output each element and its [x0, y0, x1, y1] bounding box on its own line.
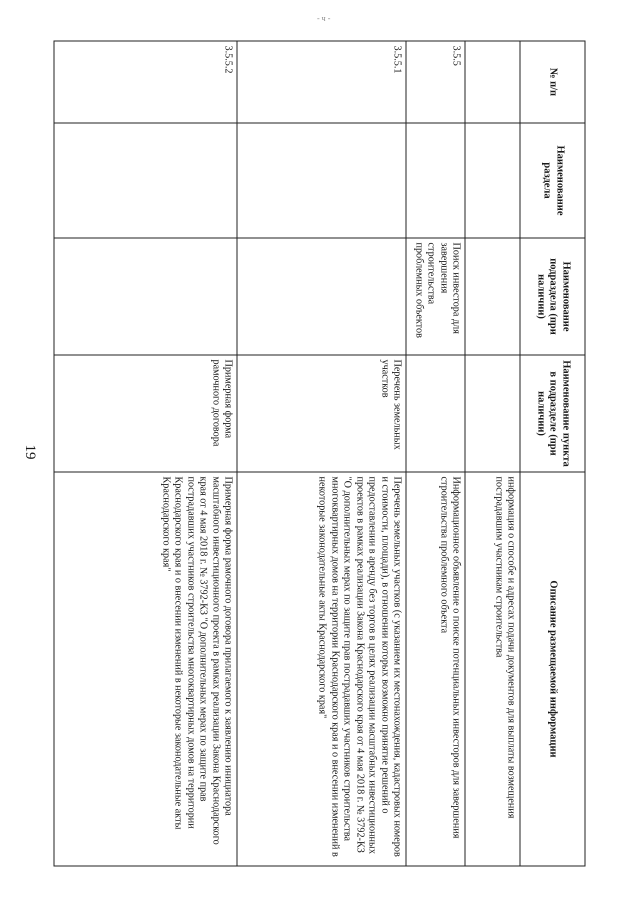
table-row: [465, 41, 520, 866]
cell-number: 3.5.5: [406, 41, 465, 123]
cell-section: [237, 123, 406, 238]
cell-subsection: [237, 238, 406, 355]
table-row: [406, 41, 465, 866]
cell-section: [406, 123, 465, 238]
cell-section: [465, 123, 520, 238]
header-section: Наименование раздела: [520, 123, 585, 238]
cell-section: [54, 123, 237, 238]
cell-subsection: [465, 238, 520, 355]
header-number: № п/п: [520, 41, 585, 123]
cell-item: [406, 355, 465, 472]
rotated-page-content: [54, 40, 585, 865]
cell-description: Перечень земельных участков (с указанием их местонахождения, кадастровых номеров и стоимости, площади), в отношении которых возможно принятие решений о предоставлении в аренду без торгов в целях реализации масштабных инвестиционных проектов в рамках реализации Закона Краснодарского края от 4 мая 2018 г. № 3792-КЗ "О дополнительных мерах по защите прав пострадавших участников строительства многоквартирных домов на территории Краснодарского края и о внесении изменений в некоторые законодательные акты Краснодарского края": [237, 472, 406, 866]
scan-mark: - ч -: [317, 14, 331, 23]
page-number: 19: [22, 444, 38, 460]
cell-description: Информационное объявление о поиске потенциальных инвесторов для завершения строительства проблемного объекта: [406, 472, 465, 866]
information-table: [53, 40, 585, 866]
cell-number: [465, 41, 520, 123]
table-header-row: [520, 41, 585, 866]
table-row: [237, 41, 406, 866]
cell-subsection: [54, 238, 237, 355]
header-description: Описание размещаемой информации: [520, 472, 585, 866]
cell-number: 3.5.5.2: [54, 41, 237, 123]
cell-number: 3.5.5.1: [237, 41, 406, 123]
table-row: [54, 41, 237, 866]
cell-description: Примерная форма рамочного договора прилагаемого к заявлению инициатора масштабного инвестиционного проекта в рамках реализации Закона Краснодарского края от 4 мая 2018 г. № 3792-КЗ "О дополнительных мерах по защите прав пострадавших участников строительства многоквартирных домов на территории Краснодарского края и о внесении изменений в некоторые законодательные акты Краснодарского края": [54, 472, 237, 866]
header-item: Наименование пункта в подразделе (при наличии): [520, 355, 585, 472]
cell-subsection: Поиск инвестора для завершения строительства проблемных объектов: [406, 238, 465, 355]
cell-description: информация о способе и адресах подачи документов для выплаты возмещения пострадавшим участникам строительства: [465, 472, 520, 866]
cell-item: Примерная форма рамочного договора: [54, 355, 237, 472]
header-subsection: Наименование подраздела (при наличии): [520, 238, 585, 355]
cell-item: [465, 355, 520, 472]
cell-item: Перечень земельных участков: [237, 355, 406, 472]
